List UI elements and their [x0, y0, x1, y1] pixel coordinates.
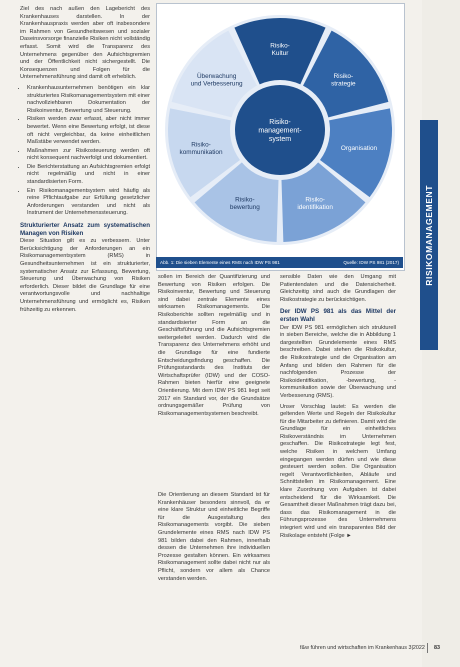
page-number: 83: [434, 645, 440, 651]
text-column-left: [20, 6, 150, 317]
center-label: Risiko-management-system: [258, 118, 302, 143]
rms-ring-diagram: [157, 4, 404, 258]
segment-label: Risiko-kommunikation: [179, 141, 223, 156]
paragraph: Die Orientierung an diesem Standard ist für Krankenhäuser besonders sinnvoll, da er eine klare Struktur und einheitliche Begriffe für die Ausgestaltung des Risikomanagements vorgibt. Die sieben Grundelemente eines RMS nach IDW PS 981 bilden dabei den Rahmen, innerhalb dessen die Unternehmen ihre individuellen Prozesse gestalten können. Ein wirksames Risikomanagement sollte dabei nicht nur als Pflicht, sondern vor allem als Chance verstanden werden.: [158, 492, 270, 582]
list-item: • Ein Risikomanagementsystem wird häufig als reine Pflichtaufgabe zur Erfüllung gesetzlicher Anforderungen verstanden und nicht als Instrument der Unternehmenssteuerung.: [27, 188, 150, 218]
bullet-list: [20, 85, 150, 218]
figure-caption: Abb. 1: Die sieben Elemente eines RMS nach IDW PS 981: [160, 260, 280, 265]
section-tab-label-wrap: [420, 120, 438, 350]
paragraph: Unser Vorschlag lautet: Es werden die geltenden Werte und Regeln der Risikokultur für die Mitarbeiter zu definieren. Damit wird die Grundlage für ein einheitliches Risikoverständnis im Unternehmen geschaffen. Die Risikostrategie legt fest, welche Risiken in welchem Umfang eingegangen werden dürfen und wie diese gesteuert werden sollen. Die Organisation regelt Verantwortlichkeiten, Abläufe und Schnittstellen im Risikomanagement. Eine klare Zuordnung von Aufgaben ist dabei entscheidend für die Wirksamkeit. Die Gesamtheit dieser Maßnahmen trägt dazu bei, dass das Risikomanagement in die Führungsprozesse des Unternehmens integriert wird und ein transparentes Bild der Risikolage entsteht (Folge ►: [280, 403, 396, 539]
text-column-middle: [158, 274, 270, 421]
figure-rms-elements: [156, 3, 405, 271]
segment-label: Risiko-bewertung: [229, 196, 260, 211]
paragraph: sensible Daten wie den Umgang mit Patientendaten und die Datensicherheit. Gleichzeitig sind auch die Grundlagen der Risikostrategie zu berücksichtigen.: [280, 274, 396, 303]
segment-label: Risiko-identifikation: [297, 196, 333, 211]
segment-label: Risiko-Kultur: [270, 42, 290, 57]
section-tab-label: RISIKOMANAGEMENT: [424, 184, 434, 286]
journal-name: f&w führen und wirtschaften im Krankenhaus 3|2022: [300, 645, 425, 651]
paragraph: Diese Situation gilt es zu verbessern. Unter Berücksichtigung der Anforderungen an ein Risikomanagementsystem (RMS) in Gesundheitsunternehmen ist ein strukturierter, systematischer Ansatz zur Erfassung, Bewertung, Steuerung und Überwachung von Risiken erforderlich. Dieser bildet die Grundlage für eine verantwortungsvolle und nachhaltige Unternehmensführung und ermöglicht es, Risiken frühzeitig zu erkennen.: [20, 238, 150, 313]
list-item: • Risiken werden zwar erfasst, aber nicht immer bewertet. Wenn eine Bewertung erfolgt, ist diese oft nicht vergleichbar, da keine einheitlichen Maßstäbe verwendet werden.: [27, 116, 150, 146]
paragraph: Ziel des nach außen den Lagebericht des Krankenhauses darstellen. In der Krankenhauspraxis werden aber oft insbesondere im Rahmen von Gesundheitswesen und sozialer Daseinsvorsorge finanzielle Risiken nicht vollständig erfasst. Somit wird die Transparenz des Unternehmens gegenüber den Aufsichtsgremien und der Öffentlichkeit nicht sichergestellt. Die Konsequenzen und Folgen für die Unternehmensführung sind damit oft erheblich.: [20, 6, 150, 81]
segment-label: Überwachung und Verbesserung: [190, 72, 243, 88]
list-item: • Maßnahmen zur Risikosteuerung werden oft nicht konsequent nachverfolgt und dokumentiert.: [27, 148, 150, 163]
list-item: • Die Berichterstattung an Aufsichtsgremien erfolgt nicht regelmäßig und nicht in einer standardisierten Form.: [27, 164, 150, 187]
figure-source: Quelle: IDW PS 981 (2017): [343, 260, 399, 265]
page-footer: [300, 645, 440, 651]
figure-caption-bar: [156, 257, 403, 268]
paragraph: sollen im Bereich der Quantifizierung und Bewertung von Risiken erfolgen. Die Risikoinventur, Bewertung und Steuerung sind dabei zentrale Elemente eines wirksamen Risikomanagements. Die Risikoberichte sollten regelmäßig und in standardisierter Form an die Geschäftsführung und die Aufsichtsgremien weitergeleitet werden. Dadurch wird die Transparenz des Unternehmens erhöht und die Grundlage für eine fundierte Entscheidungsfindung geschaffen. Die Prüfungsstandards des Instituts der Wirtschaftsprüfer (IDW) und der COSO-Rahmen bieten hierfür eine geeignete Orientierung. Mit dem IDW PS 981 liegt seit 2017 ein Standard vor, der die Grundsätze ordnungsgemäßer Prüfung von Risikomanagementsystemen beschreibt.: [158, 274, 270, 417]
section-heading: Der IDW PS 981 als das Mittel der ersten Wahl: [280, 308, 396, 323]
text-column-middle-lower: [158, 492, 270, 586]
segment-label: Risiko-strategie: [331, 72, 356, 88]
list-item: • Krankenhausunternehmen benötigen ein klar strukturiertes Risikomanagementsystem mit einer nachvollziehbaren Dokumentation der Risikoinventur, Bewertung und Steuerung.: [27, 85, 150, 115]
paragraph: Der IDW PS 981 ermöglichen sich strukturell in sieben Bereiche, welche die in Abbildung 1 dargestellten Grundelemente eines RMS beschreiben. Dabei stehen die Risikokultur, die Risikostrategie und die Organisation am Anfang und bilden den Rahmen für die nachfolgenden Prozesse der Risikoidentifikation, -bewertung, -kommunikation sowie der Überwachung und Verbesserung (RMS).: [280, 324, 396, 399]
segment-label: Organisation: [340, 145, 378, 153]
text-column-right: [280, 274, 396, 543]
footer-divider: [427, 643, 428, 653]
section-heading: Strukturierter Ansatz zum systematischen Managen von Risiken: [20, 222, 150, 237]
